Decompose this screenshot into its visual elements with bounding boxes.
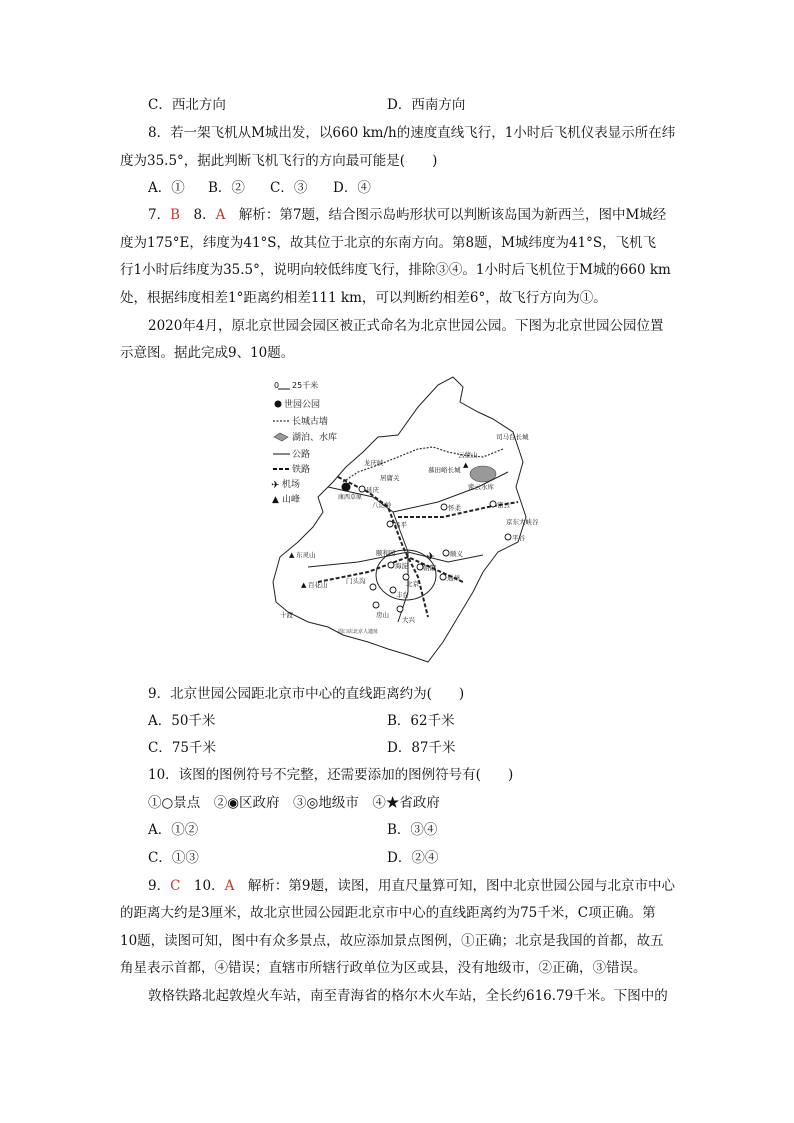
label-daxing: 大兴 — [402, 616, 415, 624]
tongzhou-marker — [440, 574, 446, 580]
label-shidu: 十渡 — [280, 611, 293, 619]
huairou-marker — [441, 504, 447, 510]
label-miyun-reservoir: 密云水库 — [468, 483, 494, 491]
haidian-marker — [388, 562, 394, 568]
legend-peak: 山峰 — [282, 495, 301, 505]
daxing-marker — [397, 606, 403, 612]
intro-9-10-line2: 示意图。据此完成9、10题。 — [120, 345, 295, 361]
q10-option-b: B．③④ — [387, 822, 438, 838]
answer-7-8-analysis: 解析：第7题，结合图示岛屿形状可以判断该岛国为新西兰，图中M城经 — [225, 207, 667, 223]
answer-7-8-line3: 行1小时后纬度为35.5°，说明向较低纬度飞行，排除③④。1小时后飞机位于M城的660 km — [120, 262, 671, 278]
label-simatai: 司马台长城 — [496, 433, 529, 441]
peak-icon: ▲ — [272, 495, 279, 505]
label-badaling: 八达岭 — [372, 501, 392, 509]
label-fengtai: 丰台 — [396, 591, 409, 599]
label-beijing: 北京 — [406, 580, 419, 588]
label-yanqing: 延庆 — [366, 486, 379, 494]
map-svg — [268, 377, 539, 662]
label-tongzhou: 通州 — [447, 574, 460, 582]
next-passage-line1: 敦格铁路北起敦煌火车站，南至青海省的格尔木火车站，全长约616.79千米。下图中的 — [148, 988, 668, 1004]
option-d: D．西南方向 — [387, 97, 466, 113]
answer-9-10-line1 — [148, 876, 708, 896]
answer-9-10-line2: 的距离大约是3厘米，故北京世园公园距北京市中心的直线距离约为75千米，C项正确。第 — [120, 905, 656, 921]
fangshan-marker — [373, 602, 379, 608]
q10-symbols: ①○景点 ②◉区政府 ③◎地级市 ④★省政府 — [148, 795, 440, 811]
expo-park-marker — [342, 483, 351, 492]
legend-expo-park: 世园公园 — [284, 400, 321, 410]
miyun-marker — [490, 501, 496, 507]
mentougou-marker — [370, 584, 376, 590]
answer-9-letter: C — [170, 878, 181, 894]
q10-stem: 10．该图的图例符号不完整，还需要添加的图例符号有( ) — [148, 767, 514, 783]
q8-option-d: D．④ — [333, 180, 371, 196]
q10-option-a: A．①② — [148, 822, 199, 838]
label-zhoukoudian: 周口店北京人遗址 — [338, 629, 379, 635]
label-changping: 昌平 — [394, 521, 407, 529]
legend-airport: 机场 — [282, 480, 301, 490]
label-kangxi: 康西草原 — [338, 494, 363, 501]
answer-9-10-analysis: 解析：第9题，读图，用直尺量算可知，图中北京世园公园与北京市中心 — [234, 878, 675, 894]
q9-option-b: B．62千米 — [387, 713, 455, 729]
q10-option-c: C．①③ — [148, 850, 199, 866]
label-haidian: 海淀 — [395, 562, 408, 570]
label-huairou: 怀柔 — [448, 504, 461, 512]
label-mentougou: 门头沟 — [346, 577, 366, 585]
lake-icon — [274, 433, 288, 441]
pinggu-marker — [505, 534, 511, 540]
yanqing-marker — [359, 486, 365, 492]
answer-10-prefix: 10． — [180, 878, 225, 894]
answer-9-10-line3: 10题，读图可知，图中有众多景点，故应添加景点图例，①正确；北京是我国的首都，故五 — [120, 933, 664, 949]
label-miyun: 密云 — [497, 501, 510, 509]
q9-option-d: D．87千米 — [387, 740, 456, 756]
svg-text:▲: ▲ — [289, 551, 295, 559]
airport-marker: ✈ — [426, 550, 436, 563]
label-baihuashan: 百花山 — [308, 581, 328, 589]
label-shunyi: 顺义 — [450, 550, 463, 558]
q8-stem-line2: 度为35.5°，据此判断飞机飞行的方向最可能是( ) — [120, 153, 438, 169]
changping-marker — [387, 521, 393, 527]
answer-7-8-line2: 度为175°E，纬度为41°S，故其位于北京的东南方向。第8题，M城纬度为41°S，飞机飞 — [120, 235, 657, 251]
q8-option-a: A．① — [148, 180, 185, 196]
answer-9-prefix: 9． — [148, 878, 171, 894]
q9-option-c: C．75千米 — [148, 740, 217, 756]
q8-stem-line1: 8．若一架飞机从M城出发，以660 km/h的速度直线飞行，1小时后飞机仪表显示所在纬 — [148, 125, 676, 141]
shunyi-marker — [443, 550, 449, 556]
answer-8-letter: A — [215, 207, 226, 223]
q9-option-a: A．50千米 — [148, 713, 216, 729]
label-juyongguan: 居庸关 — [380, 474, 400, 482]
answer-7-8-line1 — [148, 205, 708, 225]
q8-option-c: C．③ — [270, 180, 308, 196]
label-pinggu: 平谷 — [512, 534, 525, 542]
legend-road: 公路 — [292, 450, 311, 460]
q8-option-b: B．② — [208, 180, 245, 196]
answer-7-8-line4: 处，根据纬度相差1°距离约相差111 km，可以判断约相差6°，故飞行方向为①。 — [120, 290, 607, 306]
label-yiheyuan: 颐和园 — [376, 549, 396, 557]
answer-9-10-line4: 角星表示首都，④错误；直辖市所辖行政单位为区或县，没有地级市，②正确，③错误。 — [120, 960, 647, 976]
label-chaoyang: 朝阳 — [423, 564, 436, 572]
scale-label: 25千米 — [292, 381, 319, 390]
intro-9-10-line1: 2020年4月，原北京世园会园区被正式命名为北京世园公园。下图为北京世园公园位置 — [148, 318, 664, 334]
label-longqingxia: 龙庆峡 — [364, 459, 384, 467]
label-yunmengshan: 云蒙山 — [458, 451, 478, 459]
label-mutianyu: 慕田峪长城 — [428, 466, 461, 474]
svg-text:▲: ▲ — [301, 581, 307, 589]
legend-railway: 铁路 — [292, 465, 311, 475]
q10-option-d: D．②④ — [387, 850, 439, 866]
answer-8-prefix: 8． — [180, 207, 216, 223]
answer-7-prefix: 7． — [148, 207, 171, 223]
q9-stem: 9．北京世园公园距北京市中心的直线距离约为( ) — [148, 686, 465, 702]
expo-park-icon — [275, 401, 282, 408]
beijing-map — [268, 377, 539, 662]
label-donglingshan: 东灵山 — [296, 551, 316, 559]
answer-10-letter: A — [224, 878, 235, 894]
legend-lake: 湖泊、水库 — [292, 433, 338, 443]
airport-icon: ✈ — [271, 480, 280, 491]
label-fangshan: 房山 — [376, 611, 389, 619]
label-jingdong: 京东大峡谷 — [506, 518, 539, 526]
svg-text:▲: ▲ — [463, 461, 469, 469]
scale-zero: 0 — [274, 381, 280, 390]
answer-7-letter: B — [170, 207, 181, 223]
option-c: C．西北方向 — [148, 97, 226, 113]
legend-great-wall: 长城古墙 — [292, 417, 329, 427]
